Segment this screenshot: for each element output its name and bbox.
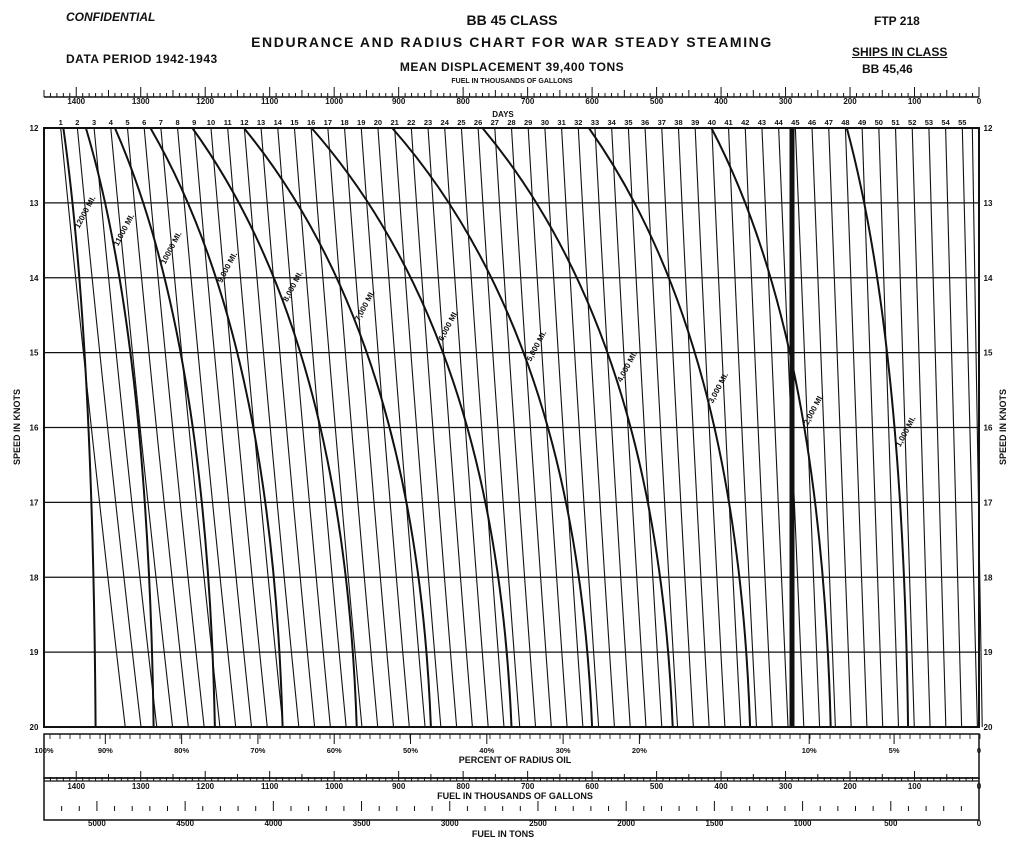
percent-tick-label: 40% xyxy=(479,746,495,755)
day-tick-label: 24 xyxy=(440,118,449,127)
mean-displacement: MEAN DISPLACEMENT 39,400 TONS xyxy=(399,60,625,74)
speed-tick-label-left: 14 xyxy=(29,273,39,283)
day-tick-label: 10 xyxy=(206,118,216,127)
distance-curve-label: 4,000 MI. xyxy=(615,349,639,384)
percent-tick-label: 90% xyxy=(97,746,113,755)
speed-tick-label-left: 12 xyxy=(29,124,39,133)
percent-tick-label: 0 xyxy=(976,746,982,755)
day-tick-label: 53 xyxy=(924,118,934,127)
day-tick-label: 41 xyxy=(724,118,733,127)
bottom-scales xyxy=(34,734,981,828)
day-tick-label: 44 xyxy=(774,118,783,127)
day-tick-label: 2 xyxy=(75,118,80,127)
gallons-bottom-tick-label: 200 xyxy=(843,782,857,791)
fuel-gallons-scale-top xyxy=(44,87,982,106)
speed-tick-label-right: 20 xyxy=(983,723,993,732)
day-tick-label: 34 xyxy=(607,118,616,127)
percent-tick-label: 10% xyxy=(801,746,817,755)
gallons-bottom-tick-label: 1300 xyxy=(131,782,150,791)
gallons-tick-label: 800 xyxy=(456,97,470,106)
tons-tick-label: 3000 xyxy=(440,819,459,828)
gallons-bottom-tick-label: 700 xyxy=(520,782,535,791)
day-tick-label: 39 xyxy=(690,118,700,127)
day-tick-label: 3 xyxy=(92,118,97,127)
speed-tick-label-left: 20 xyxy=(29,723,39,732)
gallons-bottom-tick-label: 900 xyxy=(391,782,406,791)
speed-tick-label-right: 18 xyxy=(983,573,993,583)
speed-tick-label-right: 19 xyxy=(983,648,993,658)
tons-tick-label: 2500 xyxy=(529,819,547,828)
gallons-tick-label: 600 xyxy=(585,97,599,106)
day-tick-label: 5 xyxy=(125,118,130,127)
day-tick-label: 20 xyxy=(373,118,383,127)
percent-tick-label: 60% xyxy=(326,746,342,755)
gallons-tick-label: 200 xyxy=(843,97,857,106)
day-tick-label: 22 xyxy=(407,118,416,127)
speed-tick-label-right: 16 xyxy=(983,423,993,433)
days-axis-label: DAYS xyxy=(492,110,514,119)
gallons-bottom-tick-label: 800 xyxy=(456,782,470,791)
days-scale xyxy=(59,118,967,127)
day-tick-label: 23 xyxy=(423,118,433,127)
gallons-bottom-tick-label: 400 xyxy=(714,782,728,791)
speed-gridlines xyxy=(44,203,979,652)
fuel-tons-axis-label: FUEL IN TONS xyxy=(471,829,535,839)
day-tick-label: 38 xyxy=(674,118,683,127)
tons-tick-label: 1000 xyxy=(793,819,812,828)
day-tick-label: 26 xyxy=(473,118,483,127)
day-tick-label: 8 xyxy=(175,118,180,127)
distance-curve-label: 7,000 MI. xyxy=(353,288,377,323)
chart-title: ENDURANCE AND RADIUS CHART FOR WAR STEADY STEAMING xyxy=(251,34,773,50)
distance-curve-label: 6,000 MI. xyxy=(436,308,461,343)
day-tick-label: 7 xyxy=(158,118,163,127)
gallons-tick-label: 500 xyxy=(649,97,664,106)
fuel-gallons-axis-label-top: FUEL IN THOUSANDS OF GALLONS xyxy=(451,78,573,85)
gallons-tick-label: 1100 xyxy=(261,97,279,106)
gallons-tick-label: 1000 xyxy=(325,97,344,106)
class-title: BB 45 CLASS xyxy=(466,12,558,28)
day-tick-label: 55 xyxy=(958,118,967,127)
gallons-tick-label: 0 xyxy=(976,97,982,106)
gallons-tick-label: 1300 xyxy=(131,97,150,106)
gallons-bottom-tick-label: 1400 xyxy=(67,782,86,791)
percent-tick-label: 20% xyxy=(631,746,647,755)
day-tick-label: 54 xyxy=(941,118,950,127)
day-tick-label: 47 xyxy=(824,118,833,127)
tons-tick-label: 5000 xyxy=(88,819,106,828)
gallons-tick-label: 1200 xyxy=(196,97,215,106)
distance-curve-label: 3,000 MI. xyxy=(706,371,731,405)
tons-tick-label: 0 xyxy=(976,819,982,828)
day-tick-label: 6 xyxy=(142,118,147,127)
day-tick-label: 12 xyxy=(240,118,249,127)
day-tick-label: 1 xyxy=(58,118,63,127)
day-tick-label: 25 xyxy=(457,118,466,127)
speed-tick-label-left: 17 xyxy=(29,498,39,508)
tons-tick-label: 4000 xyxy=(264,819,283,828)
day-tick-label: 27 xyxy=(490,118,499,127)
day-tick-label: 45 xyxy=(791,118,800,127)
distance-curve-label: 5,000 MI. xyxy=(524,329,549,363)
day-tick-label: 37 xyxy=(657,118,666,127)
percent-tick-label: 30% xyxy=(555,746,571,755)
day-tick-label: 4 xyxy=(108,118,113,127)
distance-curve-label: 11000 MI. xyxy=(111,212,137,248)
gallons-tick-label: 1400 xyxy=(67,97,86,106)
ships-in-class-label: SHIPS IN CLASS xyxy=(852,45,948,59)
tons-tick-label: 1500 xyxy=(705,819,724,828)
speed-axis-right xyxy=(984,124,993,732)
percent-radius-axis-label: PERCENT OF RADIUS OIL xyxy=(458,755,572,765)
gallons-tick-label: 400 xyxy=(714,97,728,106)
speed-tick-label-left: 19 xyxy=(29,648,39,658)
tons-tick-label: 2000 xyxy=(617,819,636,828)
speed-axis-label-left: SPEED IN KNOTS xyxy=(12,388,22,466)
gallons-tick-label: 900 xyxy=(391,97,406,106)
gallons-tick-label: 300 xyxy=(778,97,793,106)
speed-tick-label-left: 15 xyxy=(29,348,39,358)
speed-tick-label-left: 18 xyxy=(29,573,39,583)
day-tick-label: 16 xyxy=(306,118,316,127)
percent-tick-label: 80% xyxy=(174,746,190,755)
day-tick-label: 21 xyxy=(390,118,399,127)
tons-tick-label: 3500 xyxy=(352,819,371,828)
speed-tick-label-left: 16 xyxy=(29,423,39,433)
gallons-bottom-tick-label: 300 xyxy=(778,782,793,791)
speed-tick-label-right: 12 xyxy=(983,124,993,133)
speed-tick-label-left: 13 xyxy=(29,198,39,208)
distance-curve-label: 2,000 MI. xyxy=(801,392,826,427)
day-tick-label: 13 xyxy=(256,118,266,127)
speed-axis-left xyxy=(30,124,39,732)
tons-tick-label: 4500 xyxy=(176,819,195,828)
day-tick-label: 15 xyxy=(290,118,299,127)
percent-tick-label: 50% xyxy=(403,746,419,755)
ftp-number: FTP 218 xyxy=(874,14,920,28)
day-tick-label: 31 xyxy=(557,118,566,127)
day-tick-label: 19 xyxy=(357,118,366,127)
distance-curve-label: 9,000 MI. xyxy=(215,250,240,285)
day-tick-label: 18 xyxy=(340,118,349,127)
day-tick-label: 17 xyxy=(323,118,333,127)
distance-curve-label: 8,000 MI. xyxy=(281,269,305,304)
percent-tick-label: 70% xyxy=(250,746,266,755)
percent-tick-label: 100% xyxy=(34,746,54,755)
day-tick-label: 51 xyxy=(891,118,900,127)
day-tick-label: 11 xyxy=(223,118,232,127)
day-tick-label: 32 xyxy=(574,118,583,127)
tons-tick-label: 500 xyxy=(884,819,898,828)
day-tick-label: 42 xyxy=(741,118,750,127)
confidential-label: CONFIDENTIAL xyxy=(66,10,156,24)
gallons-bottom-tick-label: 0 xyxy=(976,782,982,791)
fuel-gallons-axis-label-bottom: FUEL IN THOUSANDS OF GALLONS xyxy=(437,791,593,801)
day-tick-label: 35 xyxy=(624,118,633,127)
day-tick-label: 9 xyxy=(192,118,197,127)
distance-curve-label: 1,000 MI. xyxy=(893,414,918,449)
percent-tick-label: 5% xyxy=(888,746,900,755)
day-tick-label: 49 xyxy=(857,118,867,127)
day-tick-label: 28 xyxy=(507,118,516,127)
day-tick-label: 43 xyxy=(757,118,767,127)
gallons-bottom-tick-label: 500 xyxy=(649,782,664,791)
gallons-bottom-tick-label: 100 xyxy=(907,782,922,791)
day-tick-label: 48 xyxy=(841,118,850,127)
gallons-bottom-tick-label: 1200 xyxy=(196,782,215,791)
speed-tick-label-right: 14 xyxy=(983,273,993,283)
day-tick-label: 40 xyxy=(707,118,717,127)
speed-tick-label-right: 13 xyxy=(983,198,993,208)
speed-tick-label-right: 17 xyxy=(983,498,993,508)
day-tick-label: 50 xyxy=(874,118,883,127)
gallons-tick-label: 700 xyxy=(520,97,535,106)
gallons-bottom-tick-label: 1100 xyxy=(261,782,279,791)
day-tick-label: 36 xyxy=(640,118,650,127)
day-tick-label: 52 xyxy=(908,118,917,127)
speed-tick-label-right: 15 xyxy=(983,348,993,358)
gallons-bottom-tick-label: 1000 xyxy=(325,782,344,791)
day-tick-label: 30 xyxy=(540,118,550,127)
day-tick-label: 29 xyxy=(524,118,533,127)
speed-axis-label-right: SPEED IN KNOTS xyxy=(998,388,1008,466)
distance-curve-label: 10000 MI. xyxy=(159,230,184,266)
gallons-tick-label: 100 xyxy=(907,97,922,106)
day-tick-label: 14 xyxy=(273,118,282,127)
distance-curve-label: 12000 MI. xyxy=(72,194,98,230)
day-tick-label: 33 xyxy=(590,118,600,127)
ships-list: BB 45,46 xyxy=(862,62,913,76)
gallons-bottom-tick-label: 600 xyxy=(585,782,599,791)
data-period: DATA PERIOD 1942-1943 xyxy=(66,52,218,66)
day-tick-label: 46 xyxy=(807,118,817,127)
